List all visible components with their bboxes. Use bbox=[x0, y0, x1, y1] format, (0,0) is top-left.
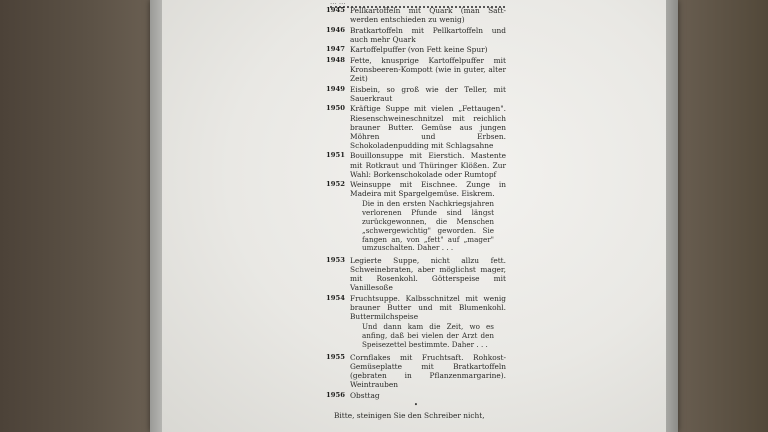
entry-year: 1947 bbox=[326, 45, 345, 54]
menu-entry bbox=[326, 45, 506, 54]
entry-year: 1956 bbox=[326, 390, 345, 399]
commentary-quote: Und dann kam die Zeit, wo es anfing, daß bei vielen der Arzt den Speisezettel bestimmte. Daher . . . bbox=[362, 322, 494, 349]
entry-year: 1954 bbox=[326, 294, 345, 303]
wall-left bbox=[0, 0, 152, 432]
menu-entry bbox=[326, 104, 506, 149]
menu-entry bbox=[326, 85, 506, 103]
entry-text: Obsttag bbox=[350, 390, 380, 400]
menu-entry bbox=[326, 6, 506, 24]
entries-group-a bbox=[326, 6, 506, 198]
header-fragment: ... ... bbox=[330, 0, 505, 8]
entry-text: Bratkartoffeln mit Pellkartoffeln und auch mehr Quark bbox=[350, 25, 506, 44]
entry-year: 1955 bbox=[326, 352, 345, 361]
entry-year: 1949 bbox=[326, 84, 345, 93]
separator-dot: • bbox=[413, 401, 419, 410]
entries-group-b bbox=[326, 256, 506, 321]
entry-year: 1950 bbox=[326, 104, 345, 113]
menu-entry bbox=[326, 294, 506, 321]
entry-text: Kräftige Suppe mit vielen „Fettaugen". Riesenschweineschnitzel mit reichlich brauner Butter. Gemüse aus jungen Möhren und Erbsen. Schokoladenpudding mit Schlagsahne bbox=[350, 104, 506, 150]
closing-line: Bitte, steinigen Sie den Schreiber nicht, bbox=[334, 411, 485, 421]
entry-year: 1945 bbox=[326, 6, 345, 14]
entry-text: Pellkartoffeln mit Quark (man Satt- werden entschieden zu wenig) bbox=[350, 6, 506, 25]
entry-text: Bouillonsuppe mit Eierstich. Mastente mit Rotkraut und Thüringer Klößen. Zur Wahl: Borkenschokolade oder Rumtopf bbox=[350, 151, 506, 179]
menu-column bbox=[326, 6, 506, 420]
entry-text: Cornflakes mit Fruchtsaft. Rohkost-Gemüseplatte mit Bratkartoffeln (gebraten in Pflanzenmargarine). Weintrauben bbox=[350, 352, 506, 389]
entry-year: 1952 bbox=[326, 180, 345, 189]
entry-text: Fruchtsuppe. Kalbsschnitzel mit wenig brauner Butter und mit Blumenkohl. Buttermilchspeise bbox=[350, 294, 506, 322]
menu-entry bbox=[326, 151, 506, 178]
entry-text: Fette, knusprige Kartoffelpuffer mit Kronsbeeren-Kompott (wie in guter, alter Zeit) bbox=[350, 55, 506, 84]
wall-right bbox=[668, 0, 768, 432]
menu-entry bbox=[326, 180, 506, 198]
entry-text: Weinsuppe mit Eischnee. Zunge in Madeira mit Spargelgemüse. Eiskrem. bbox=[350, 180, 506, 199]
menu-entry bbox=[326, 353, 506, 389]
entry-year: 1953 bbox=[326, 256, 345, 265]
entries-group-c bbox=[326, 353, 506, 400]
commentary-quote: Die in den ersten Nachkriegsjahren verlorenen Pfunde sind längst zurückgewonnen, die Menschen „schwergewichtig" geworden. Sie fangen an, von „fett" auf „mager" umzuschalten. Daher . . . bbox=[362, 199, 494, 253]
entry-year: 1948 bbox=[326, 55, 345, 64]
entry-text: Eisbein, so groß wie der Teller, mit Sauerkraut bbox=[350, 84, 506, 103]
entry-text: Legierte Suppe, nicht allzu fett. Schweinebraten, aber möglichst mager, mit Rosenkohl. Götterspeise mit Vanillesoße bbox=[350, 256, 506, 293]
entry-year: 1951 bbox=[326, 151, 345, 160]
menu-entry bbox=[326, 26, 506, 44]
menu-entry bbox=[326, 391, 506, 400]
menu-entry bbox=[326, 56, 506, 83]
entry-text: Kartoffelpuffer (von Fett keine Spur) bbox=[350, 45, 488, 55]
entry-year: 1946 bbox=[326, 25, 345, 34]
menu-entry bbox=[326, 256, 506, 292]
